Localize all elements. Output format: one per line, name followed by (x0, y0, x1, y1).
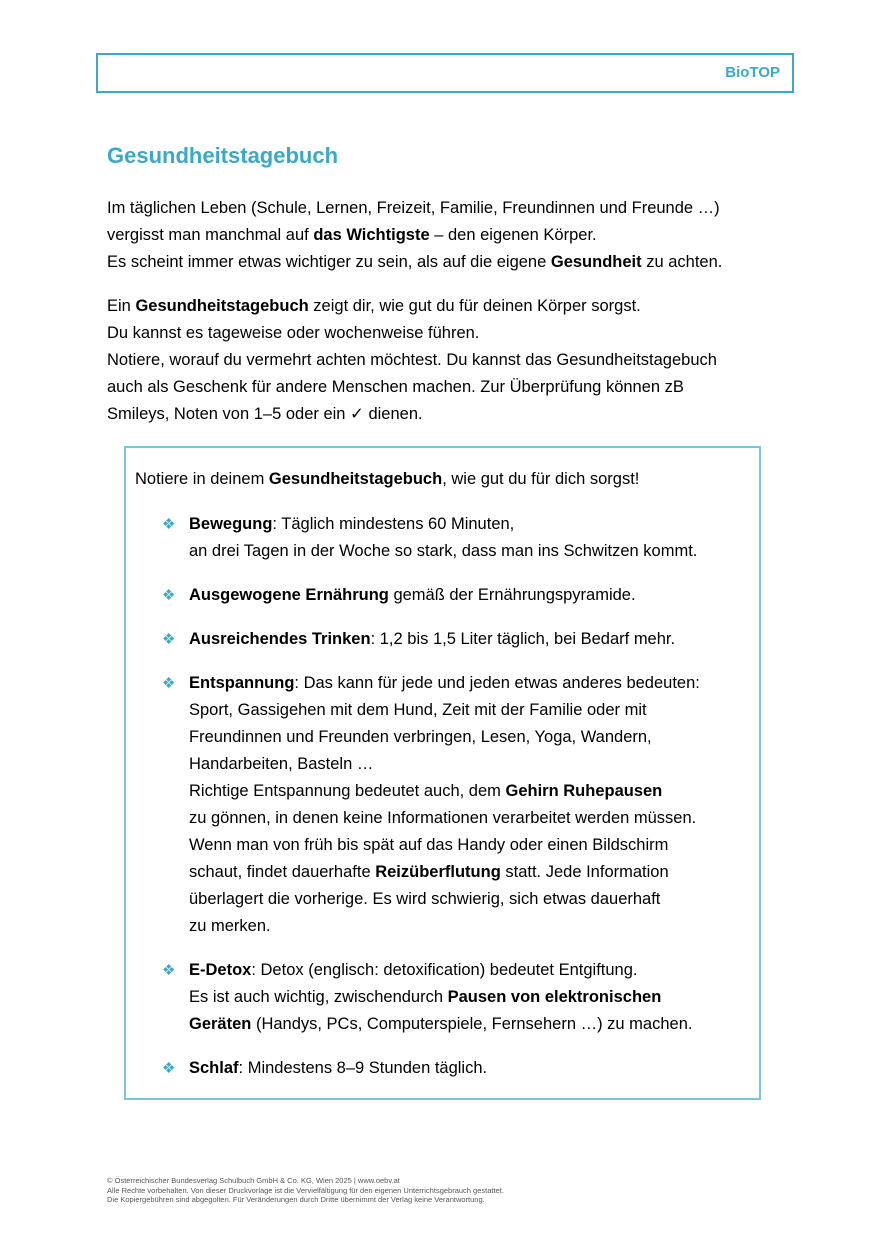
list-item-schlaf: ❖ Schlaf: Mindestens 8–9 Stunden täglich. (162, 1055, 752, 1082)
footer-copyright: © Österreichischer Bundesverlag Schulbuch GmbH & Co. KG, Wien 2025 | www.oebv.at Alle Rechte vorbehalten. Von dieser Druckvorlage ist die Vervielfältigung für den eigenen Unterrichtsgebrauch gestattet. Die Kopiergebühren sind abgegolten. Für Veränderungen durch Dritte übernimmt der Verlag keine Verantwortung. (107, 1176, 504, 1204)
diamond-bullet-icon: ❖ (162, 587, 176, 604)
intro-paragraph-2: Ein Gesundheitstagebuch zeigt dir, wie gut du für deinen Körper sorgst. Du kannst es tageweise oder wochenweise führen. Notiere, worauf du vermehrt achten möchtest. Du kannst das Gesundheitstagebuch auch als Geschenk für andere Menschen machen. Zur Überprüfung können zB Smileys, Noten von 1–5 oder ein ✓ dienen. (107, 297, 717, 423)
diamond-bullet-icon: ❖ (162, 631, 176, 648)
page-title: Gesundheitstagebuch (107, 143, 339, 168)
health-list (162, 511, 752, 1099)
list-item-entspannung: ❖ Entspannung: Das kann für jede und jeden etwas anderes bedeuten: Sport, Gassigehen mit dem Hund, Zeit mit der Familie oder mit Freundinnen und Freunden verbringen, Lesen, Yoga, Wandern, Handarbeiten, Basteln … Richtige Entspannung bedeutet auch, dem Gehirn Ruhepausen zu gönnen, in denen keine Informationen verarbeitet werden müssen. Wenn man von früh bis spät auf das Handy oder einen Bildschirm schaut, findet dauerhafte Reizüberflutung statt. Jede Information überlagert die vorherige. Es wird schwierig, sich etwas dauerhaft zu merken. (162, 670, 752, 940)
list-item-bewegung: ❖ Bewegung: Täglich mindestens 60 Minuten, an drei Tagen in der Woche so stark, dass man ins Schwitzen kommt. (162, 511, 752, 565)
list-item-trinken: ❖ Ausreichendes Trinken: 1,2 bis 1,5 Liter täglich, bei Bedarf mehr. (162, 626, 752, 653)
diamond-bullet-icon: ❖ (162, 516, 176, 533)
task-box (124, 446, 761, 1100)
diamond-bullet-icon: ❖ (162, 1060, 176, 1077)
list-item-edetox: ❖ E-Detox: Detox (englisch: detoxification) bedeutet Entgiftung. Es ist auch wichtig, zwischendurch Pausen von elektronischen Geräten (Handys, PCs, Computerspiele, Fernsehern …) zu machen. (162, 957, 752, 1038)
intro-text (107, 195, 797, 445)
brand-label: BioTOP (725, 64, 780, 81)
task-instruction: Notiere in deinem Gesundheitstagebuch, wie gut du für dich sorgst! (135, 470, 640, 488)
list-item-ernaehrung: ❖ Ausgewogene Ernährung gemäß der Ernährungspyramide. (162, 582, 752, 609)
diamond-bullet-icon: ❖ (162, 675, 176, 692)
diamond-bullet-icon: ❖ (162, 962, 176, 979)
intro-paragraph-1: Im täglichen Leben (Schule, Lernen, Freizeit, Familie, Freundinnen und Freunde …) vergisst man manchmal auf das Wichtigste – den eigenen Körper. Es scheint immer etwas wichtiger zu sein, als auf die eigene Gesundheit zu achten. (107, 199, 723, 271)
header-box (96, 53, 794, 93)
